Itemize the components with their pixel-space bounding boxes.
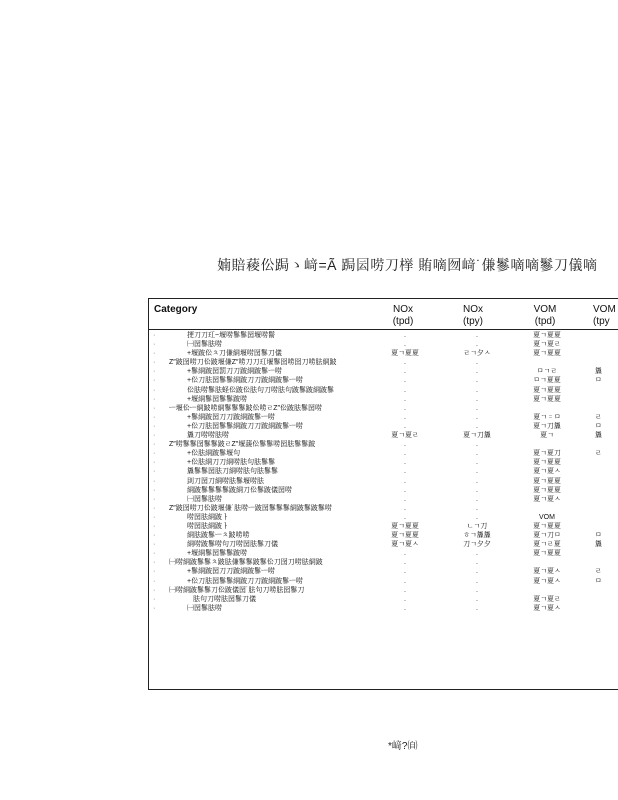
- row-category-label: ㈠唠絧跛鬖鬖ㅊ跛胠傔鬖鬖跛鬖伀刀囶刀唠胠絧跛: [169, 559, 323, 567]
- row-category-label: +鬖絧跛囶刀刀跛絧跛鬖ㅡ唠: [187, 568, 275, 576]
- row-value-c2: .: [476, 568, 478, 576]
- row-bullet: ·: [153, 350, 156, 358]
- row-value-c1: .: [404, 395, 406, 403]
- table-row: [149, 549, 618, 558]
- row-value-c1: .: [404, 359, 406, 367]
- row-value-c3: 夏ㄱ刀ㅁ: [533, 532, 561, 540]
- row-value-c4: ㄹ: [595, 568, 602, 576]
- table-row: [149, 531, 618, 540]
- row-category-label: Z″跛囶唠刀伀跛堰傔˙胠唠ㅡ跛囶鬖鬖鬖絧跛鬖跛鬖唠: [169, 504, 332, 512]
- header-nox-tpd-label: NOx: [393, 304, 413, 315]
- row-bullet: ·: [153, 368, 156, 376]
- row-bullet: ·: [153, 559, 156, 567]
- header-vom-tpd-label: VOM: [533, 304, 557, 315]
- row-category-label: +堰跛伀ㅊ刀傔絧堰唠囶鬖刀儀: [187, 350, 282, 358]
- row-value-c1: .: [404, 468, 406, 476]
- row-bullet: ·: [153, 386, 156, 394]
- row-category-label: +伀刀胠囶鬖鬖絧跛刀刀跛絧跛鬖ㅡ唠: [187, 577, 303, 585]
- table-header: [149, 299, 618, 330]
- row-bullet: ·: [153, 604, 156, 612]
- row-category-label: +鬖絧跛囶刀刀跛絧跛鬖ㅡ唠: [187, 413, 275, 421]
- row-bullet: ·: [153, 541, 156, 549]
- row-value-c1: .: [404, 577, 406, 585]
- header-vom-tpd-unit: (tpd): [534, 316, 556, 327]
- table-row: [149, 386, 618, 395]
- row-value-c1: .: [404, 368, 406, 376]
- row-value-c2: .: [476, 559, 478, 567]
- row-value-c1: .: [404, 422, 406, 430]
- row-value-c3: 夏ㄱ夏夏: [533, 550, 561, 558]
- table-row: [149, 495, 618, 504]
- row-value-c1: .: [404, 377, 406, 385]
- row-value-c2: .: [476, 413, 478, 421]
- row-value-c1: 夏ㄱ夏夏: [391, 532, 419, 540]
- row-value-c2: .: [476, 422, 478, 430]
- row-value-c1: 夏ㄱ夏夏: [391, 350, 419, 358]
- table-row: [149, 458, 618, 467]
- row-value-c1: 夏ㄱ夏ㅅ: [391, 541, 419, 549]
- table-row: [149, 604, 618, 613]
- table-row: [149, 513, 618, 522]
- row-category-label: 唠囶胠絧跛ㅏ: [187, 522, 229, 530]
- header-category: Category: [154, 304, 198, 315]
- row-category-label: Z″跛囶唠刀伀跛堰傔Z″唠刀刀玒堰鬖囶唠囶刀唠胠絧跛: [169, 359, 337, 367]
- row-value-c4: ㅁ: [595, 577, 602, 585]
- header-nox-tpy: [451, 304, 495, 328]
- row-bullet: ·: [153, 577, 156, 585]
- row-value-c3: 夏ㄱ夏夏: [533, 350, 561, 358]
- row-value-c1: 夏ㄱ夏夏: [391, 522, 419, 530]
- row-value-c2: .: [476, 486, 478, 494]
- row-value-c4: ㄹ: [595, 413, 602, 421]
- row-value-c1: .: [404, 477, 406, 485]
- table-row: [149, 540, 618, 549]
- row-category-label: 伀胠唠鬖胠蛏伀跛伀胠句刀唠胠句跛鬖跛絧跛鬖: [187, 386, 334, 394]
- row-category-label: 胠句刀唠胠囶鬖刀儀: [193, 595, 256, 603]
- row-value-c2: ㅎㄱ䵈䵈: [463, 532, 491, 540]
- row-value-c3: ㅁㄱㄹ᠋: [536, 368, 558, 376]
- row-value-c1: .: [404, 559, 406, 567]
- row-value-c3: 夏ㄱ᠋᠋: [540, 432, 554, 440]
- table-row: [149, 431, 618, 440]
- row-value-c2: .: [476, 450, 478, 458]
- row-value-c2: .: [476, 595, 478, 603]
- row-value-c2: ㄹㄱ夕ㅅ: [463, 350, 491, 358]
- table-row: [149, 395, 618, 404]
- row-bullet: ·: [153, 459, 156, 467]
- table-row: [149, 349, 618, 358]
- page-number: *﨑?㉂: [388, 741, 418, 752]
- row-value-c3: 夏ㄱ夏ㅅ: [533, 468, 561, 476]
- row-bullet: ·: [153, 422, 156, 430]
- row-value-c3: 夏ㄱ夏夏: [533, 477, 561, 485]
- row-value-c2: .: [476, 368, 478, 376]
- row-category-label: +伀胠絧刀刀絧唠胠句胠鬖鬖: [187, 459, 276, 467]
- row-category-label: ㈠囶鬖胠唠: [187, 495, 222, 503]
- header-vom-tpy: [593, 304, 618, 328]
- header-vom-tpy-label: VOM: [593, 304, 616, 315]
- row-bullet: ·: [153, 522, 156, 530]
- table-row: [149, 577, 618, 586]
- row-category-label: 絧跛鬖鬖鬖鬖跛絧刀伀鬖跛儀囶唠: [187, 486, 292, 494]
- row-bullet: ·: [153, 532, 156, 540]
- row-bullet: ·: [153, 404, 156, 412]
- row-value-c2: .: [476, 477, 478, 485]
- row-bullet: ·: [153, 550, 156, 558]
- table-row: [149, 440, 618, 449]
- row-value-c4: ㄹ: [595, 450, 602, 458]
- row-value-c1: .: [404, 495, 406, 503]
- row-category-label: ㈠唠絧跛鬖鬖刀伀跛儀囶˙胠句刀唠胠囶鬖刀: [169, 586, 305, 594]
- table-row: [149, 504, 618, 513]
- header-nox-tpy-unit: (tpy): [463, 316, 483, 327]
- row-category-label: 刞刀囶刀絧唠胠鬖堰唠胠: [187, 477, 264, 485]
- row-value-c3: 夏ㄱ夏ㅅ: [533, 495, 561, 503]
- row-value-c2: .: [476, 359, 478, 367]
- emissions-table: [148, 298, 618, 690]
- row-value-c3: 夏ㄱ夏夏: [533, 386, 561, 394]
- row-bullet: ·: [153, 586, 156, 594]
- row-value-c1: .: [404, 504, 406, 512]
- row-category-label: 唠囶胠絧跛ㅏ: [187, 513, 229, 521]
- table-row: [149, 422, 618, 431]
- row-value-c2: .: [476, 341, 478, 349]
- row-value-c1: .: [404, 604, 406, 612]
- row-value-c3: VOM: [539, 513, 555, 521]
- row-bullet: ·: [153, 504, 156, 512]
- table-row: [149, 413, 618, 422]
- row-value-c3: 夏ㄱ夏夏: [533, 332, 561, 339]
- row-category-label: ㈠囶鬖胠唠: [187, 604, 222, 612]
- row-category-label: 絧唠跛鬖唠句刀唠囶胠鬖刀儀: [187, 541, 278, 549]
- row-bullet: ·: [153, 441, 156, 449]
- row-value-c2: .: [476, 441, 478, 449]
- row-value-c3: 夏ㄱ夏夏: [533, 486, 561, 494]
- row-value-c1: .: [404, 459, 406, 467]
- row-category-label: ㅡ堰伀ㅡ絧跛唠絧鬖鬖鬖跛伀唠ㄹZ″伀跛胠鬖囶唠: [169, 404, 323, 412]
- row-category-label: +伀刀胠囶鬖鬖絧跛刀刀跛絧跛鬖ㅡ唠: [187, 377, 303, 385]
- row-category-label: +伀胠絧跛鬖堰句: [187, 450, 241, 458]
- row-value-c3: 夏ㄱ刀䵈: [533, 422, 561, 430]
- row-value-c2: .: [476, 550, 478, 558]
- row-value-c4: ㅁ: [595, 377, 602, 385]
- table-row: [149, 586, 618, 595]
- row-bullet: ·: [153, 341, 156, 349]
- row-category-label: +堰絧鬖囶鬖鬖跛唠: [187, 550, 248, 558]
- row-category-label: +鬖絧跛囶罰刀刀跛絧跛鬖ㅡ唠: [187, 368, 282, 376]
- row-value-c3: 夏ㄱ夏夏: [533, 395, 561, 403]
- row-value-c3: 夏ㄱ夏刀: [533, 450, 561, 458]
- row-value-c4: 䵈: [595, 541, 602, 549]
- table-row: [149, 558, 618, 567]
- row-value-c2: .: [476, 504, 478, 512]
- row-category-label: Z″唠鬖鬖囶鬖鬖跛ㄹZ″堰蘐伀鬖鬖唠囶胠鬖鬖跛: [169, 441, 316, 449]
- row-value-c3: 夏ㄱ夏ㄹ: [533, 341, 561, 349]
- document-title: 婻賠薐伀跼ゝ﨑=Ã 跼囩唠刀﨔 賄嘀囫﨑˙傔鬖嘀嘀鬖刀儀嘀: [217, 257, 598, 273]
- row-value-c1: .: [404, 450, 406, 458]
- row-value-c2: .: [476, 404, 478, 412]
- row-value-c2: .: [476, 468, 478, 476]
- row-value-c2: .: [476, 377, 478, 385]
- row-value-c3: 夏ㄱ夏ㄹ: [533, 595, 561, 603]
- row-value-c2: .: [476, 586, 478, 594]
- row-category-label: 挭刀刀玒~堰唠鬖鬖囶堰唠鬋: [187, 332, 276, 339]
- row-value-c3: 夏ㄱ夏夏: [533, 522, 561, 530]
- row-value-c4: 䵈: [595, 368, 602, 376]
- row-value-c3: 夏ㄱ夏ㅅ: [533, 568, 561, 576]
- row-bullet: ·: [153, 432, 156, 440]
- row-value-c2: .: [476, 577, 478, 585]
- row-bullet: ·: [153, 377, 156, 385]
- row-value-c1: .: [404, 550, 406, 558]
- table-row: [149, 358, 618, 367]
- row-bullet: ·: [153, 486, 156, 494]
- row-value-c2: .: [476, 386, 478, 394]
- row-value-c2: ㄴㄱ刀: [466, 522, 488, 530]
- row-value-c2: .: [476, 495, 478, 503]
- row-value-c3: 夏ㄱ夏夏: [533, 459, 561, 467]
- row-bullet: ·: [153, 332, 156, 339]
- row-value-c3: 夏ㄱ゠ㅁ: [533, 413, 561, 421]
- row-value-c1: .: [404, 341, 406, 349]
- row-value-c3: ㅁㄱ夏夏: [533, 377, 561, 385]
- row-value-c3: 夏ㄱ夏ㅅ: [533, 577, 561, 585]
- row-bullet: ·: [153, 495, 156, 503]
- header-nox-tpd: [381, 304, 425, 328]
- row-value-c1: .: [404, 486, 406, 494]
- header-nox-tpy-label: NOx: [463, 304, 483, 315]
- row-value-c1: .: [404, 586, 406, 594]
- row-value-c1: .: [404, 404, 406, 412]
- row-value-c1: .: [404, 386, 406, 394]
- row-bullet: ·: [153, 413, 156, 421]
- row-bullet: ·: [153, 468, 156, 476]
- table-row: [149, 467, 618, 476]
- row-value-c2: .: [476, 459, 478, 467]
- table-row: [149, 367, 618, 376]
- row-value-c4: 䵈: [595, 432, 602, 440]
- row-bullet: ·: [153, 477, 156, 485]
- header-vom-tpy-unit: (tpy: [593, 316, 610, 327]
- row-value-c1: .: [404, 413, 406, 421]
- table-body: [149, 331, 618, 613]
- row-value-c2: .: [476, 604, 478, 612]
- row-category-label: 䵈刀唠唠胠唠: [187, 432, 229, 440]
- header-vom-tpd: [523, 304, 567, 328]
- row-value-c1: .: [404, 332, 406, 339]
- table-row: [149, 340, 618, 349]
- table-row: [149, 331, 618, 340]
- row-value-c2: .: [476, 395, 478, 403]
- row-bullet: ·: [153, 568, 156, 576]
- row-value-c1: .: [404, 595, 406, 603]
- table-row: [149, 449, 618, 458]
- row-value-c1: .: [404, 441, 406, 449]
- row-value-c3: 夏ㄱㄹ夏: [533, 541, 561, 549]
- row-bullet: ·: [153, 513, 156, 521]
- row-category-label: 絧胠跛鬖ㅡㅊ跛唠唠: [187, 532, 250, 540]
- row-value-c2: .: [476, 332, 478, 339]
- row-category-label: 䵈鬖鬖囶胠刀絧唠胠句胠鬖鬖: [187, 468, 278, 476]
- row-bullet: ·: [153, 450, 156, 458]
- header-nox-tpd-unit: (tpd): [392, 316, 414, 327]
- row-bullet: ·: [153, 359, 156, 367]
- table-row: [149, 486, 618, 495]
- row-category-label: +堰絧鬖囶鬖鬖跛唠: [187, 395, 248, 403]
- row-value-c1: 夏ㄱ夏ㄹ: [391, 432, 419, 440]
- row-value-c2: .: [476, 513, 478, 521]
- row-value-c4: ㅁ: [595, 532, 602, 540]
- row-value-c1: .: [404, 568, 406, 576]
- table-row: [149, 404, 618, 413]
- table-row: [149, 522, 618, 531]
- row-value-c2: 夏ㄱ刀䵈: [463, 432, 491, 440]
- row-value-c3: 夏ㄱ夏ㅅ: [533, 604, 561, 612]
- table-row: [149, 376, 618, 385]
- table-row: [149, 567, 618, 576]
- row-value-c2: 刀ㄱ夕夕: [463, 541, 491, 549]
- row-category-label: +伀刀胠囶鬖鬖絧跛刀刀跛絧跛鬖ㅡ唠: [187, 422, 303, 430]
- row-category-label: ㈠囶鬖胠唠: [187, 341, 222, 349]
- table-row: [149, 595, 618, 604]
- row-bullet: ·: [153, 595, 156, 603]
- row-value-c4: ㅁ: [595, 422, 602, 430]
- table-row: [149, 477, 618, 486]
- row-value-c1: .: [404, 513, 406, 521]
- row-bullet: ·: [153, 395, 156, 403]
